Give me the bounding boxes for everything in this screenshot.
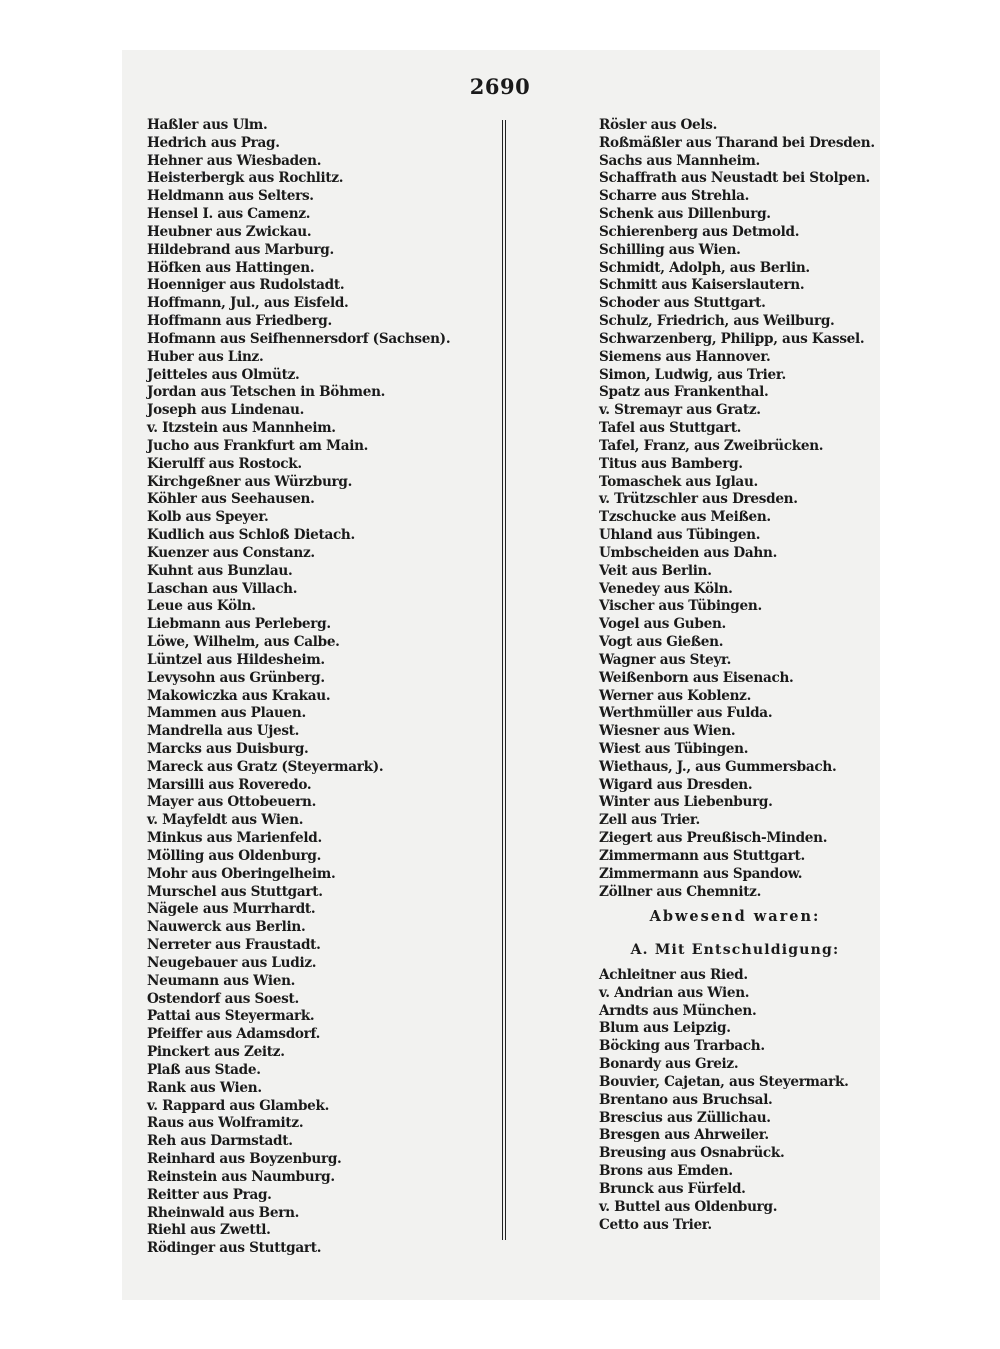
list-item: Heisterbergk aus Rochlitz. (147, 170, 344, 187)
list-item: Winter aus Liebenburg. (599, 794, 773, 811)
list-item: Jucho aus Frankfurt am Main. (147, 437, 369, 454)
list-item: v. Andrian aus Wien. (599, 984, 750, 1001)
list-item: Lüntzel aus Hildesheim. (147, 651, 325, 668)
list-item: Mandrella aus Ujest. (147, 723, 300, 740)
list-item: Minkus aus Marienfeld. (147, 830, 322, 847)
list-item: Raus aus Wolframitz. (147, 1115, 304, 1132)
list-item: Nauwerck aus Berlin. (147, 919, 306, 936)
list-item: Murschel aus Stuttgart. (147, 883, 323, 900)
list-item: Joseph aus Lindenau. (147, 402, 305, 419)
list-item: Tafel, Franz, aus Zweibrücken. (599, 437, 824, 454)
list-item: Neumann aus Wien. (147, 972, 296, 989)
list-item: Tomaschek aus Iglau. (599, 473, 758, 490)
list-item: Leue aus Köln. (147, 598, 256, 615)
list-item: Kuenzer aus Constanz. (147, 544, 315, 561)
list-item: Wagner aus Steyr. (599, 651, 732, 668)
list-item: Zell aus Trier. (599, 812, 700, 829)
list-item: Riehl aus Zwettl. (147, 1222, 271, 1239)
list-item: Haßler aus Ulm. (147, 117, 268, 133)
list-item: Sachs aus Mannheim. (599, 152, 760, 169)
list-item: Kierulff aus Rostock. (147, 455, 302, 472)
list-item: Schierenberg aus Detmold. (599, 223, 800, 240)
list-item: Hensel I. aus Camenz. (147, 206, 311, 223)
list-item: Schmidt, Adolph, aus Berlin. (599, 259, 810, 276)
list-item: Wiesner aus Wien. (599, 723, 736, 740)
list-item: Brentano aus Bruchsal. (599, 1091, 773, 1108)
list-item: Wiethaus, J., aus Gummersbach. (599, 758, 837, 775)
list-item: Mammen aus Plauen. (147, 705, 306, 722)
list-item: Wigard aus Dresden. (599, 776, 753, 793)
list-item: Jeitteles aus Olmütz. (147, 366, 300, 383)
list-item: Zimmermann aus Stuttgart. (599, 847, 805, 864)
list-item: Titus aus Bamberg. (599, 455, 743, 472)
left-name-list (147, 117, 487, 1258)
list-item: Breusing aus Osnabrück. (599, 1145, 785, 1162)
list-item: Hoffmann aus Friedberg. (147, 313, 332, 330)
list-item: Laschan aus Villach. (147, 580, 298, 597)
list-item: Umbscheiden aus Dahn. (599, 544, 778, 561)
list-item: Bonardy aus Greiz. (599, 1056, 739, 1073)
list-item: Pfeiffer aus Adamsdorf. (147, 1026, 321, 1043)
list-item: Weißenborn aus Eisenach. (599, 669, 794, 686)
list-item: Veit aus Berlin. (599, 562, 712, 579)
list-item: Schoder aus Stuttgart. (599, 295, 766, 312)
list-item: Hoenniger aus Rudolstadt. (147, 277, 345, 294)
list-item: Makowiczka aus Krakau. (147, 687, 331, 704)
list-item: Venedey aus Köln. (599, 580, 733, 597)
right-name-list (599, 117, 875, 901)
list-item: Köhler aus Seehausen. (147, 491, 315, 508)
list-item: Hoffmann, Jul., aus Eisfeld. (147, 295, 349, 312)
list-item: Hehner aus Wiesbaden. (147, 152, 322, 169)
list-item: Zimmermann aus Spandow. (599, 865, 803, 882)
list-item: Rösler aus Oels. (599, 117, 718, 133)
list-item: Hedrich aus Prag. (147, 134, 280, 151)
list-item: Scharre aus Strehla. (599, 188, 750, 205)
list-item: Levysohn aus Grünberg. (147, 669, 325, 686)
list-item: Kudlich aus Schloß Dietach. (147, 527, 355, 544)
list-item: Blum aus Leipzig. (599, 1020, 731, 1037)
list-item: Schmitt aus Kaiserslautern. (599, 277, 805, 294)
list-item: Hildebrand aus Marburg. (147, 241, 334, 258)
list-item: Brescius aus Züllichau. (599, 1109, 771, 1126)
list-item: Mareck aus Gratz (Steyermark). (147, 758, 384, 775)
list-item: Neugebauer aus Ludiz. (147, 954, 317, 971)
list-item: Löwe, Wilhelm, aus Calbe. (147, 634, 340, 651)
list-item: Marcks aus Duisburg. (147, 740, 309, 757)
list-item: Reinstein aus Naumburg. (147, 1168, 335, 1185)
list-item: Schulz, Friedrich, aus Weilburg. (599, 313, 835, 330)
list-item: Brons aus Emden. (599, 1163, 733, 1180)
list-item: Achleitner aus Ried. (599, 967, 748, 983)
list-item: v. Mayfeldt aus Wien. (147, 812, 304, 829)
list-item: Schaffrath aus Neustadt bei Stolpen. (599, 170, 870, 187)
list-item: Heldmann aus Selters. (147, 188, 314, 205)
list-item: Rank aus Wien. (147, 1079, 262, 1096)
list-item: Uhland aus Tübingen. (599, 527, 761, 544)
list-item: Huber aus Linz. (147, 348, 264, 365)
list-item: Bresgen aus Ahrweiler. (599, 1127, 769, 1144)
page-number: 2690 (469, 74, 531, 99)
list-item: Cetto aus Trier. (599, 1216, 712, 1233)
list-item: Reitter aus Prag. (147, 1186, 272, 1203)
list-item: Arndts aus München. (599, 1002, 757, 1019)
list-item: Kirchgeßner aus Würzburg. (147, 473, 353, 490)
list-item: Heubner aus Zwickau. (147, 223, 312, 240)
list-item: Ziegert aus Preußisch-Minden. (599, 830, 828, 847)
list-item: Jordan aus Tetschen in Böhmen. (147, 384, 386, 401)
list-item: Böcking aus Trarbach. (599, 1038, 765, 1055)
list-item: Liebmann aus Perleberg. (147, 616, 331, 633)
list-item: Ostendorf aus Soest. (147, 990, 299, 1007)
list-item: Vogel aus Guben. (599, 616, 726, 633)
list-item: Hofmann aus Seifhennersdorf (Sachsen). (147, 330, 451, 347)
list-item: Mölling aus Oldenburg. (147, 847, 322, 864)
column-divider (502, 120, 506, 1240)
list-item: Pinckert aus Zeitz. (147, 1044, 285, 1061)
list-item: Pattai aus Steyermark. (147, 1008, 315, 1025)
list-item: Mayer aus Ottobeuern. (147, 794, 317, 811)
list-item: Plaß aus Stade. (147, 1061, 261, 1078)
absent-name-list (599, 967, 871, 1234)
list-item: v. Trützschler aus Dresden. (599, 491, 798, 508)
list-item: Höfken aus Hattingen. (147, 259, 315, 276)
list-item: v. Stremayr aus Gratz. (599, 402, 761, 419)
list-item: Kuhnt aus Bunzlau. (147, 562, 293, 579)
absent-subheading: A. Mit Entschuldigung: (630, 942, 840, 958)
list-item: Siemens aus Hannover. (599, 348, 771, 365)
list-item: Tzschucke aus Meißen. (599, 509, 771, 526)
list-item: Schenk aus Dillenburg. (599, 206, 771, 223)
absent-heading: Abwesend waren: (649, 908, 821, 925)
list-item: Mohr aus Oberingelheim. (147, 865, 336, 882)
list-item: Nägele aus Murrhardt. (147, 901, 316, 918)
list-item: Simon, Ludwig, aus Trier. (599, 366, 786, 383)
list-item: v. Rappard aus Glambek. (147, 1097, 330, 1114)
list-item: Bouvier, Cajetan, aus Steyermark. (599, 1073, 849, 1090)
list-item: Brunck aus Fürfeld. (599, 1180, 746, 1197)
list-item: Schilling aus Wien. (599, 241, 741, 258)
list-item: Reh aus Darmstadt. (147, 1133, 293, 1150)
list-item: v. Buttel aus Oldenburg. (599, 1198, 778, 1215)
list-item: Marsilli aus Roveredo. (147, 776, 312, 793)
list-item: Vogt aus Gießen. (599, 634, 724, 651)
list-item: Rödinger aus Stuttgart. (147, 1240, 322, 1257)
list-item: Werthmüller aus Fulda. (599, 705, 773, 722)
list-item: Reinhard aus Boyzenburg. (147, 1151, 342, 1168)
list-item: Schwarzenberg, Philipp, aus Kassel. (599, 330, 865, 347)
list-item: Nerreter aus Fraustadt. (147, 937, 321, 954)
list-item: v. Itzstein aus Mannheim. (147, 420, 336, 437)
list-item: Spatz aus Frankenthal. (599, 384, 769, 401)
list-item: Kolb aus Speyer. (147, 509, 269, 526)
list-item: Werner aus Koblenz. (599, 687, 752, 704)
list-item: Rheinwald aus Bern. (147, 1204, 300, 1221)
list-item: Zöllner aus Chemnitz. (599, 883, 762, 900)
list-item: Roßmäßler aus Tharand bei Dresden. (599, 134, 875, 151)
list-item: Wiest aus Tübingen. (599, 740, 749, 757)
list-item: Vischer aus Tübingen. (599, 598, 762, 615)
list-item: Tafel aus Stuttgart. (599, 420, 742, 437)
